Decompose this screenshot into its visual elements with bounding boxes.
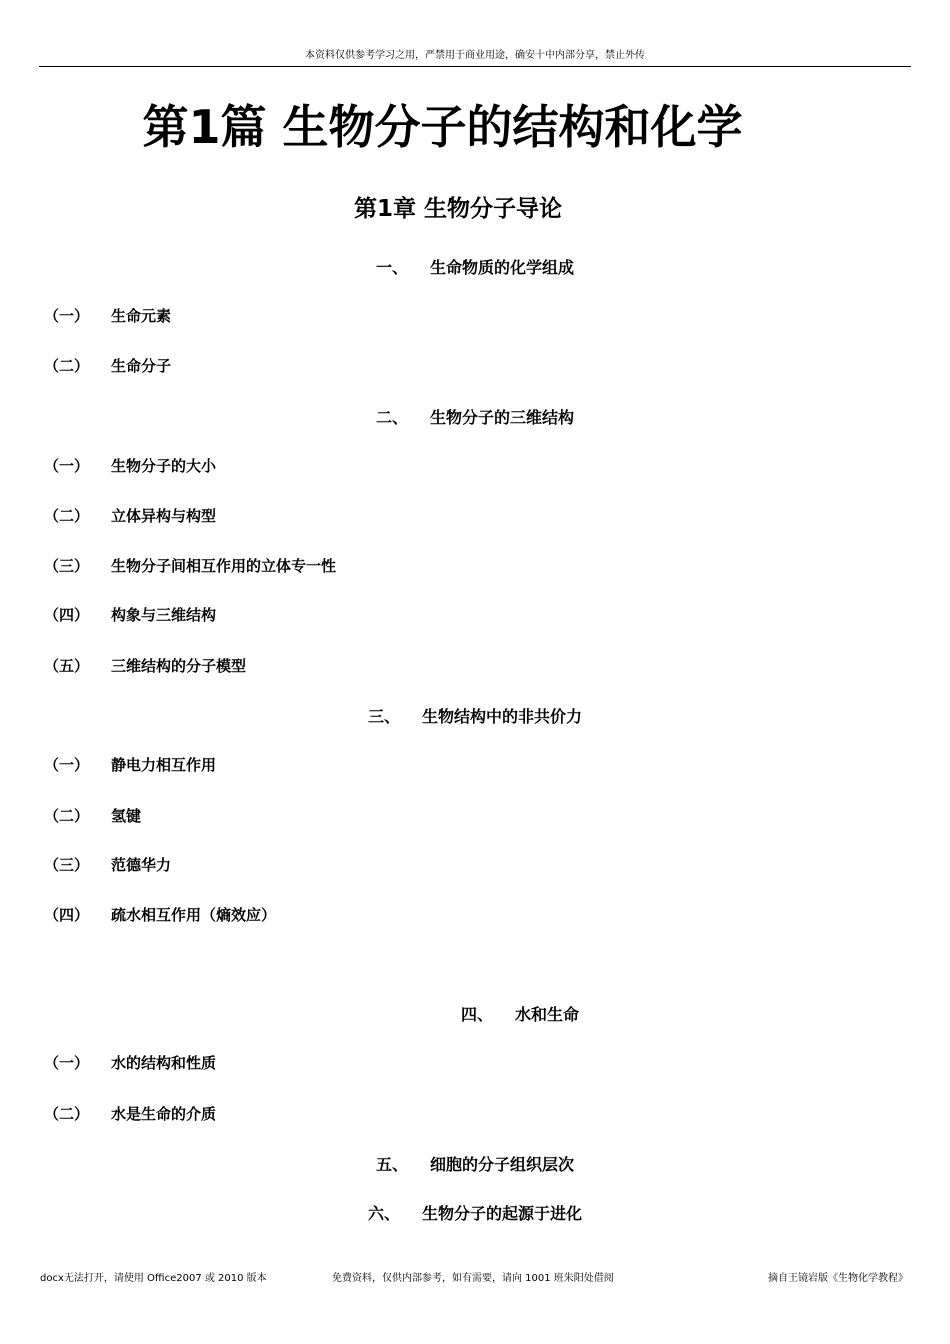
list-item [44,855,171,875]
section-heading [0,1154,950,1176]
footer-right-note: 摘自王镜岩版《生物化学教程》 [768,1273,908,1284]
list-item-text: 三维结构的分子模型 [111,657,247,675]
list-item [44,506,216,526]
section-heading [0,1203,950,1225]
list-item-text: 生物分子的大小 [111,457,217,475]
section-title: 生命物质的化学组成 [430,258,575,277]
list-marker: （三） [44,557,90,575]
list-item-text: 静电力相互作用 [111,756,217,774]
section-heading-inner [461,1004,579,1026]
list-item [44,605,216,625]
list-marker: （一） [44,307,90,325]
list-marker: （一） [44,457,90,475]
list-item-text: 水的结构和性质 [111,1054,217,1072]
section-number: 一、 [375,258,408,277]
header-divider [39,66,911,67]
list-marker: （五） [44,657,90,675]
list-item [44,1104,216,1124]
section-title: 细胞的分子组织层次 [430,1155,575,1174]
section-number: 六、 [367,1204,400,1223]
section-number: 四、 [460,1005,493,1024]
list-item-text: 水是生命的介质 [111,1105,217,1123]
footer-left-note: docx无法打开，请使用 Office2007 或 2010 版本 [40,1273,267,1284]
header-note: 本资料仅供参考学习之用，严禁用于商业用途，确安十中内部分享，禁止外传 [305,50,645,61]
list-item-text: 范德华力 [111,856,172,874]
list-marker: （四） [44,906,90,924]
part-title: 第1篇 生物分子的结构和化学 [142,100,743,154]
section-title: 生物结构中的非共价力 [422,707,583,726]
section-number: 五、 [375,1155,408,1174]
list-item [44,1053,216,1073]
section-title: 生物分子的三维结构 [430,408,575,427]
list-item [44,755,216,775]
footer-center-note: 免费资料，仅供内部参考，如有需要，请向 1001 班朱阳处借阅 [332,1273,614,1284]
section-heading [0,407,950,429]
list-item [44,806,141,826]
section-number: 二、 [375,408,408,427]
list-marker: （三） [44,856,90,874]
list-item-text: 生命元素 [111,307,172,325]
list-marker: （二） [44,507,90,525]
list-marker: （二） [44,807,90,825]
list-item [44,905,276,925]
list-marker: （一） [44,1054,90,1072]
list-item-text: 疏水相互作用（熵效应） [111,906,277,924]
list-marker: （四） [44,606,90,624]
section-number: 三、 [367,707,400,726]
list-item [44,556,336,576]
section-heading [0,1004,950,1026]
section-heading [0,706,950,728]
list-marker: （二） [44,1105,90,1123]
list-item [44,656,246,676]
list-item-text: 立体异构与构型 [111,507,217,525]
list-item [44,456,216,476]
list-item-text: 生物分子间相互作用的立体专一性 [111,557,337,575]
list-item [44,356,171,376]
list-item-text: 氢键 [111,807,142,825]
list-item-text: 构象与三维结构 [111,606,217,624]
list-marker: （二） [44,357,90,375]
section-heading [0,257,950,279]
list-item-text: 生命分子 [111,357,172,375]
chapter-title: 第1章 生物分子导论 [353,196,562,222]
section-title: 水和生命 [515,1005,580,1024]
list-item [44,306,171,326]
list-marker: （一） [44,756,90,774]
section-title: 生物分子的起源于进化 [422,1204,583,1223]
